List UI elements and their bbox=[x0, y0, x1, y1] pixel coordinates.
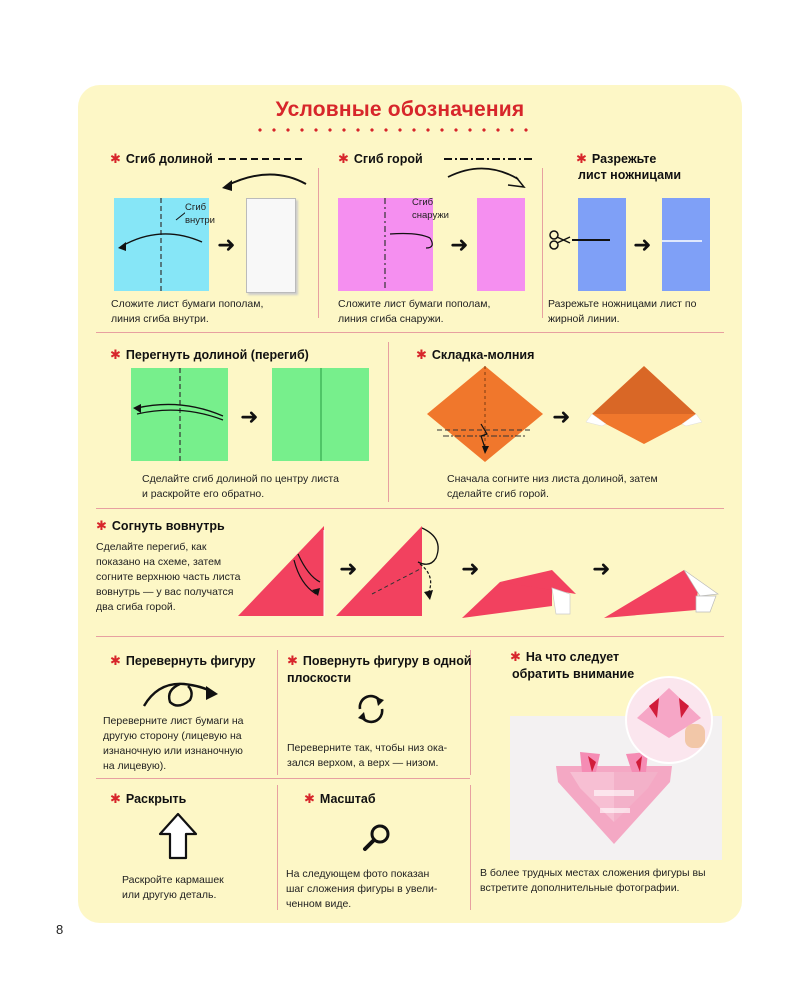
page-title: Условные обозначения bbox=[275, 98, 525, 121]
right-arrow-icon: ➜ bbox=[450, 232, 469, 257]
valley-fold-label-2: внутри bbox=[185, 215, 215, 226]
crease-line bbox=[320, 368, 322, 461]
valley-fold-desc-1: Сложите лист бумаги пополам, bbox=[111, 298, 264, 310]
right-arrow-icon: ➜ bbox=[552, 404, 571, 429]
mountain-fold-desc-1: Сложите лист бумаги пополам, bbox=[338, 298, 491, 310]
zigzag-desc-1: Сначала согните низ листа долиной, затем bbox=[447, 473, 658, 485]
mountain-fold-desc-2: линия сгиба снаружи. bbox=[338, 313, 444, 325]
star-icon: ✱ bbox=[287, 653, 298, 668]
open-desc-2: или другую деталь. bbox=[122, 889, 217, 901]
cut-desc-1: Разрежьте ножницами лист по bbox=[548, 298, 697, 310]
mountain-fold-line-icon bbox=[444, 156, 534, 162]
divider bbox=[96, 778, 470, 779]
turn-over-desc-2: другую сторону (лицевую на bbox=[103, 730, 242, 742]
inside-reverse-desc-3: согните верхнюю часть листа bbox=[96, 571, 241, 583]
mountain-fold-label-2: снаружи bbox=[412, 210, 449, 221]
reverse-step-3 bbox=[460, 566, 578, 622]
attention-header bbox=[510, 648, 619, 666]
divider bbox=[277, 785, 278, 910]
scissors-icon bbox=[548, 230, 618, 250]
rotate-title-1: Повернуть фигуру в одной bbox=[302, 654, 472, 668]
turn-over-header bbox=[110, 652, 256, 670]
turn-over-icon bbox=[140, 676, 220, 712]
star-icon: ✱ bbox=[510, 649, 521, 664]
attention-title-1: На что следует bbox=[525, 650, 620, 664]
rotate-title-2: плоскости bbox=[287, 671, 352, 685]
inside-reverse-header bbox=[96, 517, 225, 535]
zoom-header bbox=[304, 790, 376, 808]
reverse-step-1 bbox=[236, 524, 328, 620]
zoom-circle-image bbox=[627, 678, 711, 762]
valley-fold-title: Сгиб долиной bbox=[125, 152, 213, 166]
star-icon: ✱ bbox=[110, 791, 121, 806]
zigzag-title: Складка-молния bbox=[431, 348, 535, 362]
attention-desc-1: В более трудных местах сложения фигуры вы bbox=[480, 867, 706, 879]
inside-reverse-title: Согнуть вовнутрь bbox=[111, 519, 225, 533]
mountain-fold-header bbox=[338, 150, 423, 168]
inside-reverse-desc-1: Сделайте перегиб, как bbox=[96, 541, 207, 553]
rotate-icon bbox=[354, 692, 388, 726]
magnifier-icon bbox=[362, 822, 392, 852]
valley-fold-label-1: Сгиб bbox=[185, 202, 207, 213]
mountain-fold-title: Сгиб горой bbox=[353, 152, 423, 166]
divider bbox=[277, 650, 278, 775]
star-icon: ✱ bbox=[576, 151, 587, 166]
crease-title: Перегнуть долиной (перегиб) bbox=[125, 348, 309, 362]
star-icon: ✱ bbox=[304, 791, 315, 806]
zigzag-desc-2: сделайте сгиб горой. bbox=[447, 488, 549, 500]
star-icon: ✱ bbox=[416, 347, 427, 362]
star-icon: ✱ bbox=[110, 151, 121, 166]
crease-header bbox=[110, 346, 309, 364]
open-title: Раскрыть bbox=[125, 792, 187, 806]
cut-header bbox=[576, 150, 656, 168]
divider bbox=[318, 168, 319, 318]
turn-over-desc-4: на лицевую). bbox=[103, 760, 167, 772]
folded-sheet-pink bbox=[477, 198, 525, 291]
turn-over-desc-1: Переверните лист бумаги на bbox=[103, 715, 244, 727]
cut-title-1: Разрежьте bbox=[591, 152, 657, 166]
reverse-step-4 bbox=[600, 566, 722, 622]
reverse-step-2 bbox=[332, 524, 448, 620]
star-icon: ✱ bbox=[110, 347, 121, 362]
rotate-desc-2: зался верхом, а верх — низом. bbox=[287, 757, 439, 769]
cut-sheet bbox=[662, 198, 710, 291]
star-icon: ✱ bbox=[110, 653, 121, 668]
right-arrow-icon: ➜ bbox=[217, 232, 236, 257]
zoom-desc-1: На следующем фото показан bbox=[286, 868, 430, 880]
right-arrow-icon: ➜ bbox=[633, 232, 652, 257]
attention-desc-2: встретите дополнительные фотографии. bbox=[480, 882, 680, 894]
attention-title-2: обратить внимание bbox=[512, 667, 635, 681]
inside-reverse-desc-2: показано на схеме, затем bbox=[96, 556, 222, 568]
right-arrow-icon: ➜ bbox=[240, 404, 259, 429]
crease-diagram bbox=[131, 368, 228, 461]
turn-over-desc-3: изнаночную или изнаночную bbox=[103, 745, 243, 757]
divider bbox=[96, 508, 724, 509]
divider bbox=[96, 332, 724, 333]
inside-reverse-desc-5: два сгиба горой. bbox=[96, 601, 176, 613]
star-icon: ✱ bbox=[96, 518, 107, 533]
divider bbox=[388, 342, 389, 502]
open-header bbox=[110, 790, 186, 808]
valley-fold-header bbox=[110, 150, 213, 168]
cut-desc-2: жирной линии. bbox=[548, 313, 620, 325]
folded-sheet-white bbox=[246, 198, 296, 293]
valley-fold-line-icon bbox=[218, 156, 308, 162]
crease-desc-2: и раскройте его обратно. bbox=[142, 488, 265, 500]
zoom-desc-2: шаг сложения фигуры в увели- bbox=[286, 883, 438, 895]
curved-arrow-icon bbox=[220, 168, 310, 194]
zigzag-header bbox=[416, 346, 534, 364]
star-icon: ✱ bbox=[338, 151, 349, 166]
open-desc-1: Раскройте кармашек bbox=[122, 874, 224, 886]
right-arrow-icon: ➜ bbox=[592, 556, 611, 581]
divider bbox=[96, 636, 724, 637]
right-arrow-icon: ➜ bbox=[461, 556, 480, 581]
zoom-circle-photo bbox=[625, 676, 713, 764]
rotate-desc-1: Переверните так, чтобы низ ока- bbox=[287, 742, 448, 754]
open-arrow-up-icon bbox=[158, 812, 198, 860]
cut-slit bbox=[662, 238, 710, 244]
divider bbox=[470, 785, 471, 910]
mountain-arrow-icon bbox=[444, 165, 534, 193]
rotate-header bbox=[287, 652, 472, 670]
mountain-fold-label-1: Сгиб bbox=[412, 197, 434, 208]
zoom-title: Масштаб bbox=[319, 792, 376, 806]
zigzag-result bbox=[584, 364, 704, 446]
page-number: 8 bbox=[56, 922, 64, 937]
valley-fold-desc-2: линия сгиба внутри. bbox=[111, 313, 209, 325]
title-underline-dots bbox=[253, 128, 533, 132]
cut-title-2: лист ножницами bbox=[578, 168, 682, 182]
crease-desc-1: Сделайте сгиб долиной по центру листа bbox=[142, 473, 339, 485]
right-arrow-icon: ➜ bbox=[339, 556, 358, 581]
divider bbox=[542, 168, 543, 318]
zigzag-diagram bbox=[425, 364, 545, 464]
zoom-desc-3: ченном виде. bbox=[286, 898, 352, 910]
inside-reverse-desc-4: вовнутрь — у вас получатся bbox=[96, 586, 234, 598]
turn-over-title: Перевернуть фигуру bbox=[125, 654, 256, 668]
